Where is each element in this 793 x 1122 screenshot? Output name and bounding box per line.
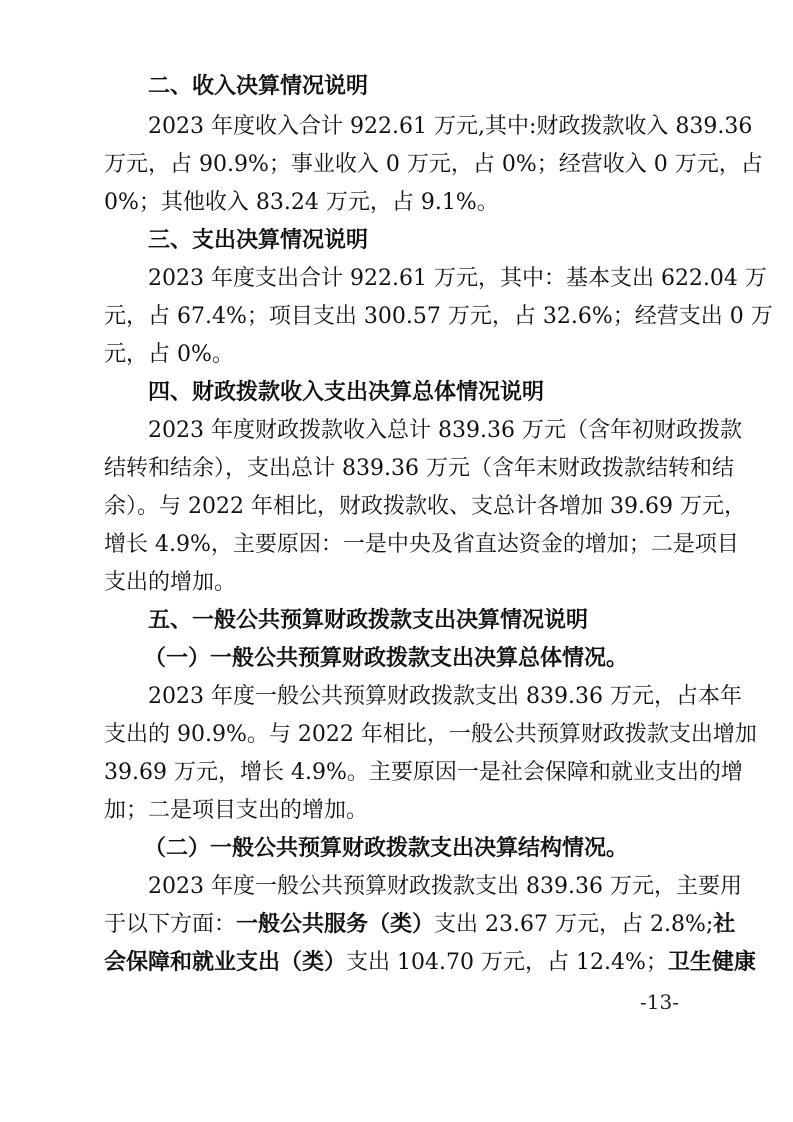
- paragraph-line: 2023 年度支出合计 922.61 万元，其中：基本支出 622.04 万: [148, 266, 767, 291]
- subsection-heading-overall: （一）一般公共预算财政拨款支出决算总体情况。: [144, 646, 629, 671]
- category-label: 社: [713, 912, 736, 937]
- section-heading-fiscal-overall: 四、财政拨款收入支出决算总体情况说明: [148, 380, 545, 405]
- paragraph-line: 万元，占 90.9%；事业收入 0 万元，占 0%；经营收入 0 万元，占: [104, 152, 763, 177]
- paragraph-line: 2023 年度一般公共预算财政拨款支出 839.36 万元，占本年: [148, 684, 742, 709]
- page-number: -13-: [640, 990, 679, 1014]
- category-label: 会保障和就业支出（类）: [104, 950, 347, 975]
- section-heading-expenditure: 三、支出决算情况说明: [148, 228, 369, 253]
- text-run: 于以下方面：: [104, 912, 237, 937]
- paragraph-line: 加；二是项目支出的增加。: [104, 798, 369, 823]
- paragraph-line: 2023 年度一般公共预算财政拨款支出 839.36 万元，主要用: [148, 874, 742, 899]
- paragraph-line: 2023 年度收入合计 922.61 万元,其中:财政拨款收入 839.36: [148, 114, 753, 139]
- text-run: 支出 23.67 万元，占 2.8%;: [434, 912, 714, 937]
- paragraph-line: 支出的增加。: [104, 570, 237, 595]
- paragraph-line: 增长 4.9%，主要原因：一是中央及省直达资金的增加；二是项目: [104, 532, 739, 557]
- text-run: 支出 104.70 万元，占 12.4%；: [346, 950, 668, 975]
- section-heading-income: 二、收入决算情况说明: [148, 74, 369, 99]
- paragraph-line: 39.69 万元，增长 4.9%。主要原因一是社会保障和就业支出的增: [104, 760, 743, 785]
- category-label: 一般公共服务（类）: [236, 912, 435, 937]
- category-label: 卫生健康: [667, 950, 756, 975]
- paragraph-line: 元，占 0%。: [104, 342, 234, 367]
- subsection-heading-structure: （二）一般公共预算财政拨款支出决算结构情况。: [144, 836, 629, 861]
- paragraph-line: 余）。与 2022 年相比，财政拨款收、支总计各增加 39.69 万元，: [104, 494, 746, 519]
- paragraph-line: 2023 年度财政拨款收入总计 839.36 万元（含年初财政拨款: [148, 418, 742, 443]
- paragraph-line-mixed: [104, 948, 756, 978]
- paragraph-line: 0%；其他收入 83.24 万元，占 9.1%。: [104, 190, 499, 215]
- section-heading-general-budget: 五、一般公共预算财政拨款支出决算情况说明: [148, 608, 589, 633]
- paragraph-line-mixed: [104, 910, 736, 940]
- paragraph-line: 元，占 67.4%；项目支出 300.57 万元，占 32.6%；经营支出 0 万: [104, 304, 773, 329]
- paragraph-line: 支出的 90.9%。与 2022 年相比，一般公共预算财政拨款支出增加: [104, 722, 757, 747]
- paragraph-line: 结转和结余），支出总计 839.36 万元（含年末财政拨款结转和结: [104, 456, 734, 481]
